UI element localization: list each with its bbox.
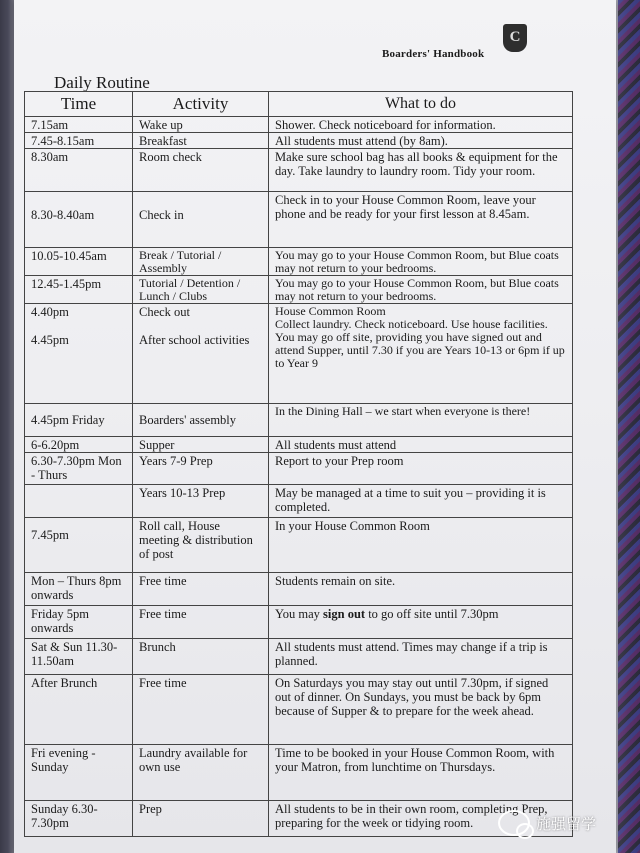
what-laundry: Collect laundry. Check noticeboard. Use house facilities.	[275, 317, 548, 331]
table-row	[25, 192, 573, 248]
time-activities: 4.45pm	[31, 333, 69, 347]
what-cell: May be managed at a time to suit you – providing it is completed.	[269, 485, 573, 518]
table-header-row	[25, 92, 573, 117]
table-row	[25, 117, 573, 133]
table-row	[25, 453, 573, 485]
section-title: Daily Routine	[54, 73, 150, 92]
activity-cell: Laundry available for own use	[133, 745, 269, 801]
table-row	[25, 485, 573, 518]
table-row	[25, 304, 573, 404]
activity-cell: Break / Tutorial / Assembly	[133, 248, 269, 276]
time-cell: 6-6.20pm	[25, 437, 133, 453]
time-cell: 4.45pm Friday	[25, 404, 133, 437]
table-row	[25, 133, 573, 149]
table-row	[25, 248, 573, 276]
what-cell	[269, 304, 573, 404]
column-header-activity: Activity	[133, 92, 269, 117]
table-row	[25, 518, 573, 573]
time-cell: 8.30am	[25, 149, 133, 192]
what-cell: On Saturdays you may stay out until 7.30pm, if signed out of dinner. On Sundays, you must be back by 6pm because of Supper & to prepare for the week ahead.	[269, 675, 573, 745]
activity-cell: Brunch	[133, 639, 269, 675]
activity-cell: Room check	[133, 149, 269, 192]
time-cell: Friday 5pm onwards	[25, 606, 133, 639]
activity-cell	[133, 304, 269, 404]
what-cell: You may go to your House Common Room, but Blue coats may not return to your bedrooms.	[269, 276, 573, 304]
what-cell: All students must attend (by 8am).	[269, 133, 573, 149]
time-check-out: 4.40pm	[31, 305, 69, 319]
time-cell: After Brunch	[25, 675, 133, 745]
table-row	[25, 149, 573, 192]
table-row	[25, 675, 573, 745]
activity-cell: Boarders' assembly	[133, 404, 269, 437]
what-cell: In your House Common Room	[269, 518, 573, 573]
table-row	[25, 745, 573, 801]
watermark	[498, 808, 628, 838]
what-cell: In the Dining Hall – we start when everyone is there!	[269, 404, 573, 437]
time-cell: 7.45-8.15am	[25, 133, 133, 149]
what-text-post: to go off site until 7.30pm	[365, 607, 499, 621]
column-header-what-to-do: What to do	[269, 92, 573, 117]
what-cell: Check in to your House Common Room, leave your phone and be ready for your first lesson at 8.45am.	[269, 192, 573, 248]
table-row	[25, 404, 573, 437]
what-cell: Students remain on site.	[269, 573, 573, 606]
what-cell: Report to your Prep room	[269, 453, 573, 485]
time-cell	[25, 485, 133, 518]
time-cell: 7.15am	[25, 117, 133, 133]
what-cell: Make sure school bag has all books & equipment for the day. Take laundry to laundry room. Tidy your room.	[269, 149, 573, 192]
activity-cell: Prep	[133, 801, 269, 837]
time-cell: Sunday 6.30-7.30pm	[25, 801, 133, 837]
time-cell: Sat & Sun 11.30-11.50am	[25, 639, 133, 675]
activity-cell: Wake up	[133, 117, 269, 133]
time-cell: 10.05-10.45am	[25, 248, 133, 276]
time-cell: 12.45-1.45pm	[25, 276, 133, 304]
activity-cell: Check in	[133, 192, 269, 248]
activity-after-school: After school activities	[139, 333, 250, 347]
activity-cell: Free time	[133, 675, 269, 745]
activity-cell: Breakfast	[133, 133, 269, 149]
column-header-time: Time	[25, 92, 133, 117]
activity-check-out: Check out	[139, 305, 191, 319]
time-cell: 7.45pm	[25, 518, 133, 573]
table-row	[25, 606, 573, 639]
what-cell: All students must attend. Times may change if a trip is planned.	[269, 639, 573, 675]
activity-cell: Supper	[133, 437, 269, 453]
what-cell: You may go to your House Common Room, but Blue coats may not return to your bedrooms.	[269, 248, 573, 276]
what-cell	[269, 606, 573, 639]
background-fabric	[618, 0, 640, 853]
table-row	[25, 639, 573, 675]
activity-cell: Roll call, House meeting & distribution of post	[133, 518, 269, 573]
watermark-text: 施强留学	[536, 814, 597, 833]
what-cell: All students must attend	[269, 437, 573, 453]
what-cell: All students to be in their own room, completing Prep, preparing for the week or tidying room.	[269, 801, 573, 837]
school-crest-icon: C	[503, 24, 527, 52]
time-cell: Mon – Thurs 8pm onwards	[25, 573, 133, 606]
activity-cell: Free time	[133, 573, 269, 606]
table-row	[25, 437, 573, 453]
what-cell: Time to be booked in your House Common Room, with your Matron, from lunchtime on Thursdays.	[269, 745, 573, 801]
table-row	[25, 573, 573, 606]
wechat-icon	[498, 810, 530, 836]
what-off-site: You may go off site, providing you have signed out and attend Supper, until 7.30 if you are Years 10-13 or 6pm if up to Year 9	[275, 330, 565, 370]
table-row	[25, 276, 573, 304]
activity-cell: Tutorial / Detention / Lunch / Clubs	[133, 276, 269, 304]
time-cell: Fri evening - Sunday	[25, 745, 133, 801]
time-cell: 8.30-8.40am	[25, 192, 133, 248]
sign-out-emphasis: sign out	[323, 607, 366, 621]
activity-cell: Years 10-13 Prep	[133, 485, 269, 518]
table-row	[25, 801, 573, 837]
what-text-pre: You may	[275, 607, 324, 621]
activity-cell: Free time	[133, 606, 269, 639]
time-cell	[25, 304, 133, 404]
daily-routine-table	[24, 91, 573, 837]
what-common-room: House Common Room	[275, 304, 386, 318]
handbook-title: Boarders' Handbook	[382, 48, 485, 60]
time-cell: 6.30-7.30pm Mon - Thurs	[25, 453, 133, 485]
what-cell: Shower. Check noticeboard for information.	[269, 117, 573, 133]
activity-cell: Years 7-9 Prep	[133, 453, 269, 485]
